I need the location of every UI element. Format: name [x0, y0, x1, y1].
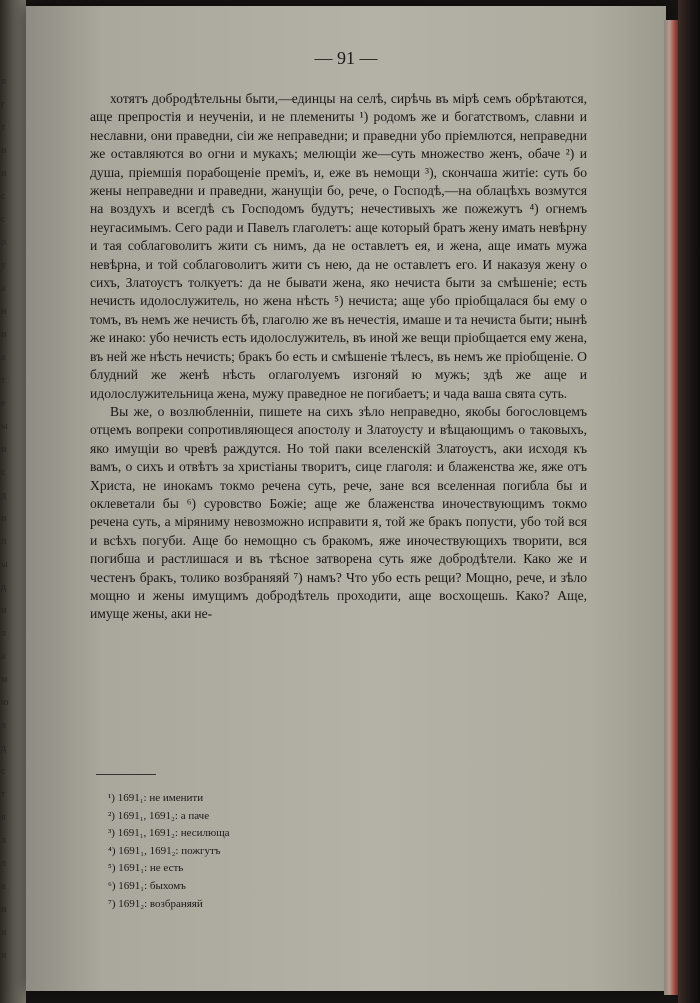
page-stack-edge [664, 20, 678, 995]
footnote [108, 878, 408, 896]
footnote-number: ³) [108, 827, 115, 840]
footnote-number: ⁴) [108, 844, 116, 857]
footnote [108, 843, 408, 861]
book-page [26, 6, 666, 991]
paragraph: хотятъ добродѣтельны быти,—единцы на селѣ, сирѣчь въ мірѣ семъ обрѣтаются, аще препростія и неученіи, и не племениты ¹) родомъ же и богатствомъ, славни и неславни, они праведни, сіи же неправедни; и праведни убо пріемлются, неправедни же оставляются во огни и мукахъ; мелющіи же—суть множество женъ, обаче ²) и душа, пріемшія порабощеніе преміъ, и, еже въ немощи ³), скончаша житіе: суть бо жены неправедни и праведни, жанущіи бо, рече, о Господѣ,—на облацѣхъ возмутся на воздухъ и всегдѣ съ Господомъ будутъ; нечестивыхъ же пожежутъ ⁴) огнемъ неугасимымъ. Сего ради и Павелъ глаголетъ: аще который братъ жену имать невѣрну и тая соблаговолитъ жити съ нимъ, да не оставлетъ ея, и жена, аще имать мужа невѣрна, и той соблаговолитъ жити съ нею, да не оставлетъ его. И наказуя жену о сихъ, Златоустъ толкуетъ: да не бывати жена, яко нечиста быти за смѣшеніе; есть нечисть идолослужитель, но жена нѣсть ⁵) нечиста; аще убо пріобщалася бы ему о томъ, въ немъ же нечисть бѣ, глаголю же въ нечестія, имаше и та нечиста быти; нынѣ же инако: убо нечисть есть идолослужитель, въ иной же вещи пріобщается ему жена, въ ней же нѣсть нечисть; бракъ бо есть и смѣшеніе тѣлесъ, въ немъ же пріобщеніе. О блудний же женѣ нѣсть оглаголуемъ изгоняй ю мужъ; здѣ же аще и идолослужительница жена, мужу праведное не погибаетъ; и чада ваша свята суть. [90, 91, 587, 401]
footnote-text: 1691₁, 1691₂: несилюща [117, 827, 230, 840]
body-text [90, 90, 587, 624]
left-page-bleed-text: n г т н и с с о у а н и а т е ы и с д и п ы д н л а м ю л д с т я л л а и н и [1, 76, 9, 961]
footnote-number: ⁷) [108, 897, 116, 910]
footnote [108, 860, 408, 878]
footnote [108, 790, 408, 808]
footnote-text: 1691₁, 1691₂: а паче [117, 809, 210, 822]
book-cover-edge [678, 0, 700, 1003]
footnote-number: ⁶) [108, 879, 116, 892]
footnote-number: ⁵) [108, 862, 116, 875]
footnote-text: 1691₁, 1691₂: пожгутъ [118, 844, 221, 857]
footnotes [108, 790, 408, 913]
footnote [108, 825, 408, 843]
page-number: — 91 — [314, 48, 378, 68]
footnote-text: 1691₁: не именити [117, 792, 204, 804]
footnote-number: ²) [108, 809, 115, 822]
paragraph: Вы же, о возлюбленніи, пишете на сихъ зѣло неправедно, якобы богословцемъ отцемъ вопреки сопротивляющеся апостолу и Златоусту и вѣщающимъ о таковыхъ, яко имущіи во чревѣ раждутся. Но той паки вселенскій Златоустъ, аки исходя къ вамъ, о сихъ и отвѣтъ за христіаны творитъ, сице глаголя: и блаженства же, яже отъ Христа, не инокамъ токмо речена суть, рече, зане вся вселенная погибла бы и оклеветали бы ⁶) суровство Божіе; аще же блаженства иночествующимъ токмо речена суть, а міряниму невозможно исправити я, той же бракъ попусти, убо той вся и всѣхъ погуби. Аще бо немощно съ бракомъ, яже иночествующихъ творити, вся погибша и растлишася и въ тѣсное затворена суть яже добродѣтели. Како же и честенъ бракъ, толико возбраняяй ⁷) намъ? Что убо есть рещи? Мощно, рече, и зѣло мощно и жены имущимъ добродѣтель проходити, аще восхощешь. Како? Аще, имуще жены, аки не- [90, 403, 587, 622]
footnote-rule [96, 774, 156, 775]
footnote-text: 1691₁: быхомъ [118, 879, 186, 892]
footnote [108, 808, 408, 826]
footnote-text: 1691₁: не есть [118, 862, 184, 875]
footnote-number: ¹) [108, 792, 115, 804]
footnote-text: 1691₂: возбраняяй [118, 897, 203, 910]
footnote [108, 896, 408, 914]
left-page [0, 0, 26, 1003]
